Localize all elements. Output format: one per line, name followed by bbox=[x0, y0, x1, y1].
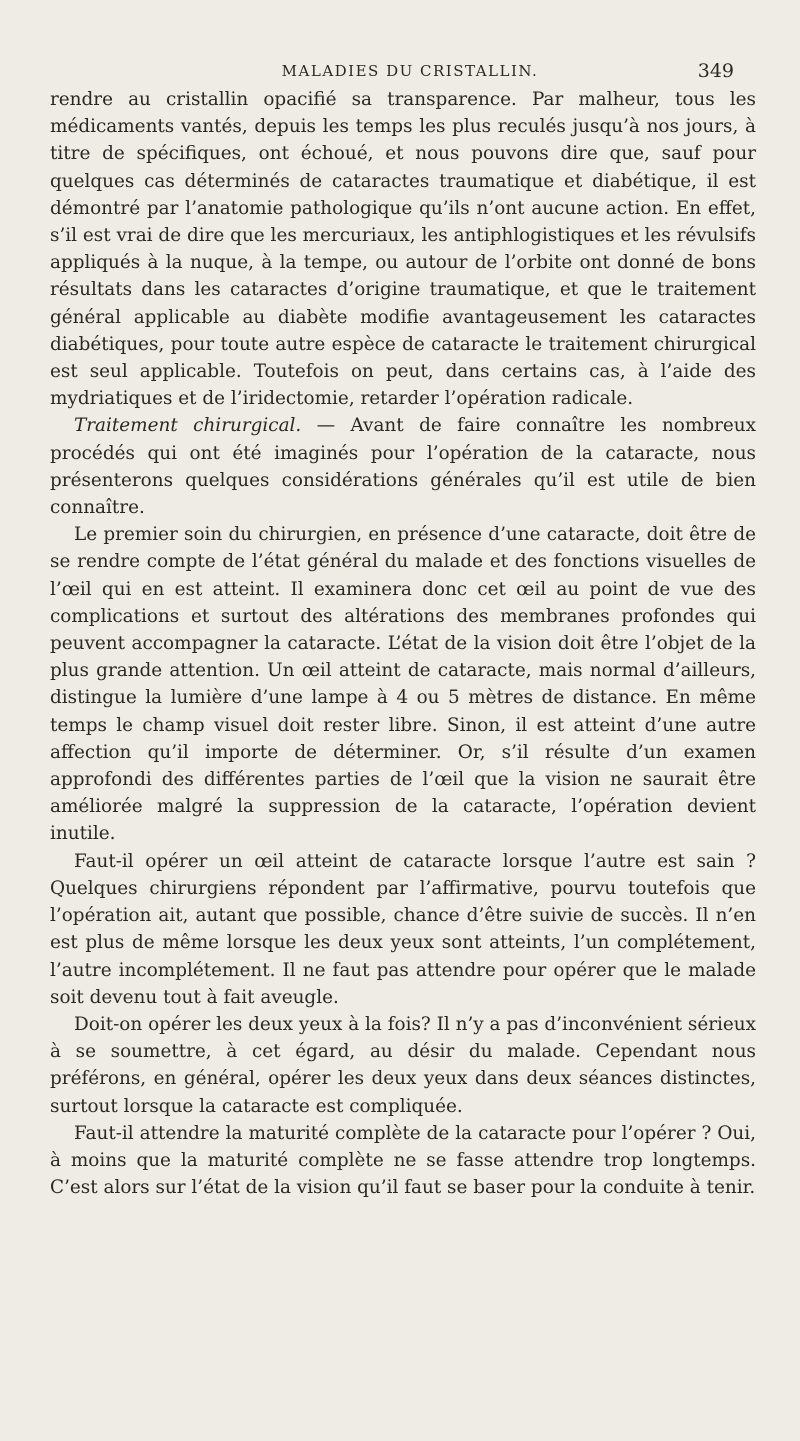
paragraph-6 bbox=[50, 1120, 756, 1202]
paragraph-3-text: Le premier soin du chirurgien, en présence d’une cataracte, doit être de se rendre compte de l’état général du malade et des fonctions visuelles de l’œil qui en est atteint. Il examinera donc cet œil au point de vue des complications et surtout des altérations des membranes profondes qui peuvent accompagner la cataracte. L’état de la vision doit être l’objet de la plus grande attention. Un œil atteint de cataracte, mais normal d’ailleurs, distingue la lumière d’une lampe à 4 ou 5 mètres de distance. En même temps le champ visuel doit rester libre. Sinon, il est atteint d’une autre affection qu’il importe de déterminer. Or, s’il résulte d’un examen approfondi des différentes parties de l’œil que la vision ne saurait être améliorée malgré la suppression de la cataracte, l’opération devient inutile. bbox=[50, 524, 756, 845]
body-text bbox=[50, 86, 756, 1201]
paragraph-4-text: Faut-il opérer un œil atteint de cataracte lorsque l’autre est sain ? Quelques chirurgiens répondent par l’affirmative, pourvu toutefois que l’opération ait, autant que possible, chance d’être suivie de succès. Il n’en est plus de même lorsque les deux yeux sont atteints, l’un complétement, l’autre incomplétement. Il ne faut pas attendre pour opérer que le malade soit devenu tout à fait aveugle. bbox=[50, 850, 756, 1008]
paragraph-1 bbox=[50, 86, 756, 412]
paragraph-2-text: — Avant de faire connaître les nombreux procédés qui ont été imaginés pour l’opération de la cataracte, nous présenterons quelques considérations générales qu’il est utile de bien connaître. bbox=[50, 415, 756, 519]
page-number: 349 bbox=[697, 60, 734, 82]
section-heading-traitement-chirurgical: Traitement chirurgical. bbox=[74, 415, 302, 437]
paragraph-4 bbox=[50, 848, 756, 1011]
paragraph-1-text: rendre au cristallin opacifié sa transparence. Par malheur, tous les médicaments vantés, depuis les temps les plus reculés jusqu’à nos jours, à titre de spécifiques, ont échoué, et nous pouvons dire que, sauf pour quelques cas déterminés de cataractes traumatique et diabétique, il est démontré par l’anatomie pathologique qu’ils n’ont aucune action. En effet, s’il est vrai de dire que les mercuriaux, les antiphlogistiques et les révulsifs appliqués à la nuque, à la tempe, ou autour de l’orbite ont donné de bons résultats dans les cataractes d’origine traumatique, et que le traitement général applicable au diabète modifie avantageusement les cataractes diabétiques, pour toute autre espèce de cataracte le traitement chirurgical est seul applicable. Toutefois on peut, dans certains cas, à l’aide des mydriatiques et de l’iridectomie, retarder l’opération radicale. bbox=[50, 89, 756, 410]
paragraph-5 bbox=[50, 1011, 756, 1120]
paragraph-6-text: Faut-il attendre la maturité complète de la cataracte pour l’opérer ? Oui, à moins que la maturité complète ne se fasse attendre trop longtemps. C’est alors sur l’état de la vision qu’il faut se baser pour la conduite à tenir. bbox=[50, 1122, 756, 1199]
running-head bbox=[60, 57, 760, 85]
paragraph-2 bbox=[50, 412, 756, 521]
running-title: MALADIES DU CRISTALLIN. bbox=[281, 62, 539, 80]
paragraph-3 bbox=[50, 521, 756, 847]
paragraph-5-text: Doit-on opérer les deux yeux à la fois? Il n’y a pas d’inconvénient sérieux à se soumettre, à cet égard, au désir du malade. Cependant nous préférons, en général, opérer les deux yeux dans deux séances distinctes, surtout lorsque la cataracte est compliquée. bbox=[50, 1013, 756, 1117]
